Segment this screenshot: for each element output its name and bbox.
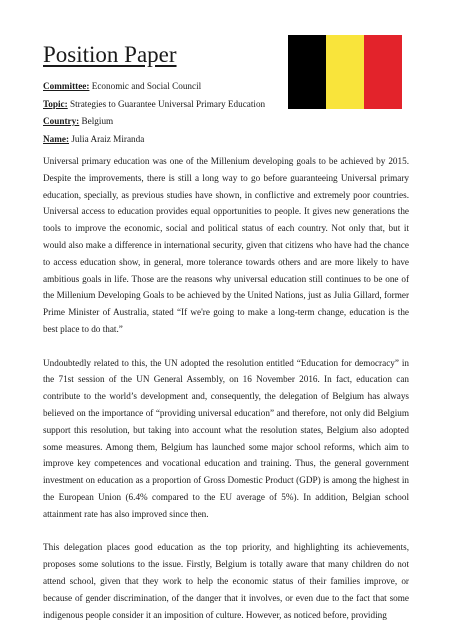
belgium-flag-icon: [288, 35, 402, 109]
topic-label: Topic:: [43, 98, 68, 109]
topic-row: [43, 96, 293, 114]
country-value: Belgium: [79, 116, 114, 126]
name-value: Julia Araiz Miranda: [69, 133, 145, 144]
paragraph-3: This delegation places good education as the top priority, and highlighting its achievements, proposes some solutions to the issue. Firstly, Belgium is totally aware that many children do not attend school, given that they work to help the economic status of their families improve, or because of gender discrimination, of the danger that it involves, or even due to the fact that some indigenous people consider it an imposition of culture. However, as noticed before, providing: [43, 542, 409, 620]
paper-metadata: [43, 78, 293, 148]
country-label: Country:: [43, 116, 80, 126]
country-row: [43, 113, 293, 131]
flag-stripe-red: [364, 35, 402, 109]
committee-value: Economic and Social Council: [89, 81, 202, 91]
committee-label: Committee:: [43, 81, 90, 91]
paragraph-2: Undoubtedly related to this, the UN adopted the resolution entitled “Education for democracy” in the 71st session of the UN General Assembly, on 16 November 2016. In fact, education can contribute to the world’s development and, consequently, the delegation of Belgium has always believed on the importance of “providing universal education” and therefore, not only did Belgium support this resolution, but taking into account what the resolution states, Belgium also adopted some measures. Among them, Belgium has launched some major school reforms, which aim to improve key competences and vocational education and training. Thus, the general government investment on education as a proportion of Gross Domestic Product (GDP) is among the highest in the European Union (6.4% compared to the EU average of 5%). In addition, Belgian school attainment rate has also improved since then.: [43, 357, 409, 519]
flag-stripe-black: [288, 35, 326, 109]
paragraph-1: Universal primary education was one of the Millenium developing goals to be achieved by 2015. Despite the improvements, there is still a long way to go before guaranteeing Universal primary education, specially, as previous studies have shown, in conflictive and extremely poor countries. Universal access to education provides equal opportunities to people. It gives new generations the tools to improve the economic, social and political status of each country. Not only that, but it would also make a difference in international security, given that citizens who have had the chance to access education show, in general, more tolerance towards others and are more likely to have ambitious goals in life. Those are the reasons why universal education still continues to be one of the Millenium Developing Goals to be achieved by the United Nations, just as Julia Gillard, former Prime Minister of Australia, stated “If we're going to make a long-term change, education is the best place to do that.”: [43, 156, 409, 334]
topic-value: Strategies to Guarantee Universal Primary Education: [67, 98, 266, 109]
name-row: [43, 131, 293, 149]
name-label: Name:: [43, 133, 70, 144]
committee-row: [43, 78, 293, 96]
flag-stripe-yellow: [326, 35, 364, 109]
body-text: [43, 153, 409, 640]
page-title: Position Paper: [43, 42, 177, 67]
